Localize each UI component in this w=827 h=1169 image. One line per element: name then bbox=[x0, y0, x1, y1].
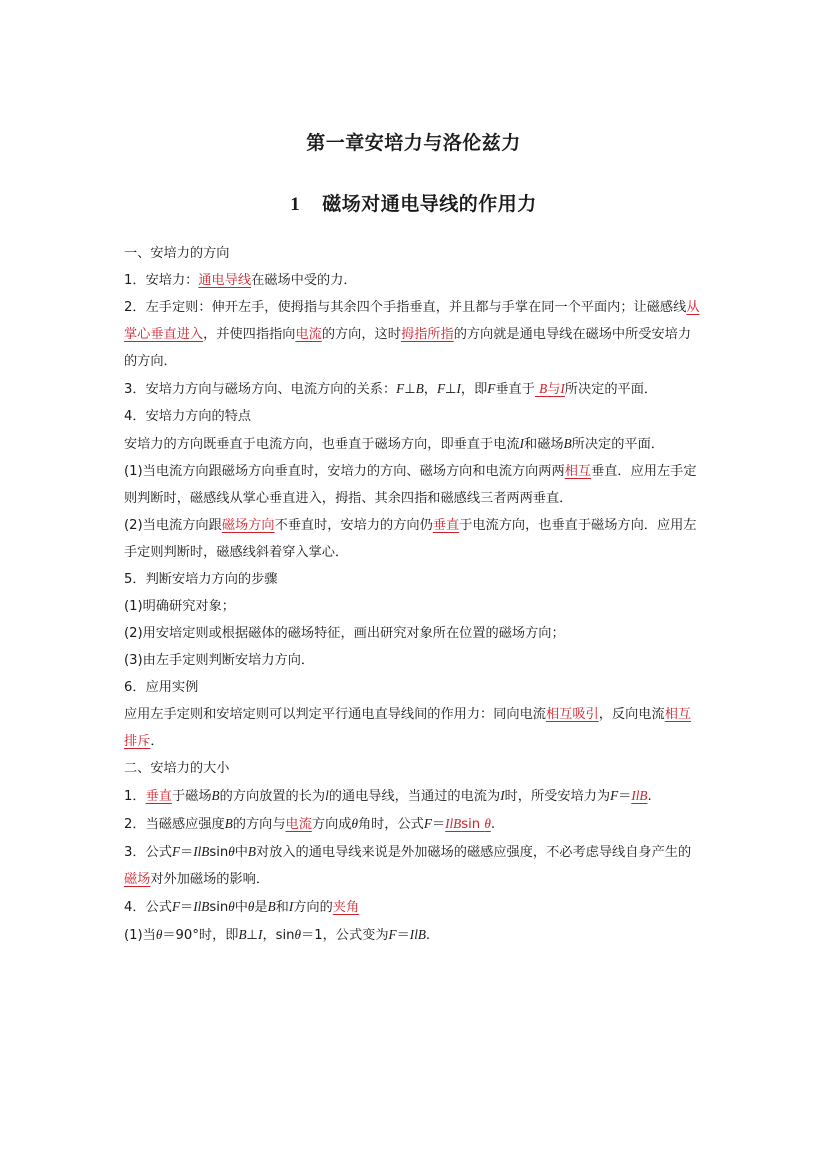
paragraph: 5．判断安培力方向的步骤 bbox=[124, 572, 278, 587]
paragraph: 4．公式F＝IlBsinθ中θ是B和I方向的夹角 bbox=[124, 899, 360, 915]
paragraph: 1．安培力：通电导线在磁场中受的力． bbox=[124, 273, 357, 288]
paragraph: 3．安培力方向与磁场方向、电流方向的关系：F⊥B，F⊥I，即F垂直于 B与I所决定的平面． bbox=[124, 381, 658, 397]
paragraph: (1)当θ＝90°时，即B⊥I，sinθ＝1，公式变为F＝IlB. bbox=[124, 927, 431, 943]
paragraph: (2)当电流方向跟磁场方向不垂直时，安培力的方向仍垂直于电流方向，也垂直于磁场方向．应用左手定则判断时，磁感线斜着穿入掌心． bbox=[124, 518, 697, 560]
paragraph: 应用左手定则和安培定则可以判定平行通电直导线间的作用力：同向电流相互吸引，反向电流相互排斥． bbox=[124, 707, 692, 749]
paragraph: 2．左手定则：伸开左手，使拇指与其余四个手指垂直，并且都与手掌在同一个平面内；让磁感线从掌心垂直进入，并使四指指向电流的方向，这时拇指所指的方向就是通电导线在磁场中所受安培力的方向． bbox=[124, 300, 700, 369]
paragraph: 2．当磁感应强度B的方向与电流方向成θ角时，公式F＝IlBsin θ. bbox=[124, 816, 496, 832]
section-title bbox=[0, 189, 827, 216]
heading-direction: 一、安培力的方向 bbox=[124, 246, 230, 261]
section-title-text: 磁场对通电导线的作用力 bbox=[322, 193, 537, 215]
paragraph: 3．公式F＝IlBsinθ中B对放入的通电导线来说是外加磁场的磁感应强度，不必考虑导线自身产生的磁场对外加磁场的影响． bbox=[124, 844, 692, 887]
paragraph: 1．垂直于磁场B的方向放置的长为l的通电导线，当通过的电流为I时，所受安培力为F＝IlB. bbox=[124, 788, 652, 804]
document-body bbox=[124, 240, 704, 949]
paragraph: 4．安培力方向的特点 bbox=[124, 409, 252, 424]
paragraph: (1)当电流方向跟磁场方向垂直时，安培力的方向、磁场方向和电流方向两两相互垂直．应用左手定则判断时，磁感线从掌心垂直进入，拇指、其余四指和磁感线三者两两垂直． bbox=[124, 464, 697, 506]
paragraph: 6．应用实例 bbox=[124, 680, 199, 695]
paragraph: (2)用安培定则或根据磁体的磁场特征，画出研究对象所在位置的磁场方向； bbox=[124, 626, 565, 641]
paragraph: (1)明确研究对象； bbox=[124, 599, 235, 614]
section-number: 1 bbox=[290, 194, 301, 215]
chapter-title: 第一章安培力与洛伦兹力 bbox=[306, 132, 521, 154]
paragraph: 安培力的方向既垂直于电流方向，也垂直于磁场方向，即垂直于电流I和磁场B所决定的平面． bbox=[124, 436, 664, 452]
heading-magnitude: 二、安培力的大小 bbox=[124, 761, 230, 776]
paragraph: (3)由左手定则判断安培力方向． bbox=[124, 653, 315, 668]
